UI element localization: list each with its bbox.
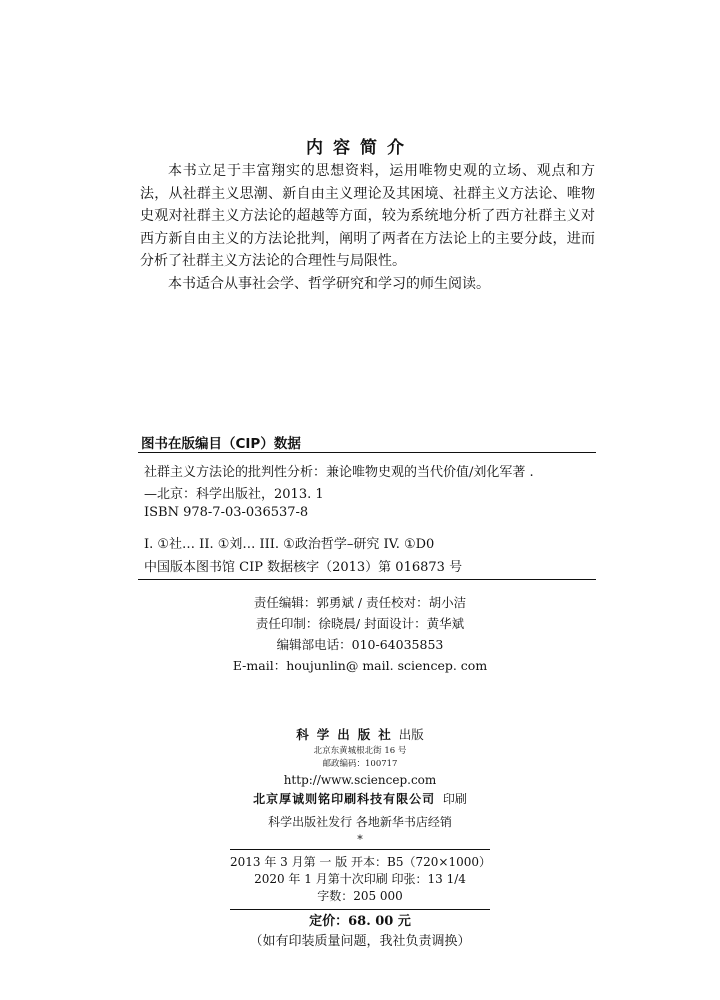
cip-title: 图书在版编目（CIP）数据 xyxy=(141,436,301,452)
credits-block xyxy=(0,592,720,676)
publisher-address: 北京东黄城根北街 16 号 xyxy=(313,746,407,756)
publisher-line xyxy=(0,725,720,745)
publisher-suffix: 出版 xyxy=(398,727,424,742)
price-line: 定价：68. 00 元 xyxy=(309,914,411,929)
colophon-block xyxy=(0,725,720,952)
summary-body xyxy=(140,160,595,295)
cip-line-number: 中国版本图书馆 CIP 数据核字（2013）第 016873 号 xyxy=(144,560,463,575)
word-count-line: 字数：205 000 xyxy=(317,889,403,903)
credits-editors: 责任编辑：郭勇斌 / 责任校对：胡小洁 xyxy=(253,595,467,610)
cip-line-isbn: ISBN 978-7-03-036537-8 xyxy=(144,505,309,520)
star-separator: * xyxy=(357,833,363,846)
summary-paragraph-1: 本书立足于丰富翔实的思想资料，运用唯物史观的立场、观点和方法，从社群主义思潮、新自由主义理论及其困境、社群主义方法论、唯物史观对社群主义方法论的超越等方面，较为系统地分析了西方社群主义对西方新自由主义的方法论批判，阐明了两者在方法论上的主要分歧，进而分析了社群主义方法论的合理性与局限性。 xyxy=(140,163,595,269)
printer-name: 北京厚诚则铭印刷科技有限公司 xyxy=(253,792,436,806)
cip-line-title: 社群主义方法论的批判性分析：兼论唯物史观的当代价值/刘化军著 . xyxy=(144,465,534,480)
credits-phone: 编辑部电话：010-64035853 xyxy=(276,637,444,652)
credits-email: E-mail：houjunlin@ mail. sciencep. com xyxy=(232,658,488,673)
edition-line: 2013 年 3 月第 一 版 开本：B5（720×1000） xyxy=(230,855,492,869)
summary-paragraph-2: 本书适合从事社会学、哲学研究和学习的师生阅读。 xyxy=(168,275,490,292)
summary-title: 内容简介 xyxy=(306,138,414,158)
publisher-postcode: 邮政编码：100717 xyxy=(322,759,398,769)
quality-notice: （如有印装质量问题，我社负责调换） xyxy=(249,934,471,949)
printing-line: 2020 年 1 月第十次印刷 印张：13 1/4 xyxy=(254,872,466,886)
cip-line-subjects: I. ①社… II. ①刘… III. ①政治哲学–研究 IV. ①D0 xyxy=(144,537,435,552)
printer-line xyxy=(0,789,720,809)
publisher-url: http://www.sciencep.com xyxy=(283,773,437,787)
credits-print-design: 责任印制：徐晓晨/ 封面设计：黄华斌 xyxy=(255,616,465,631)
distribution-line: 科学出版社发行 各地新华书店经销 xyxy=(268,815,452,829)
cip-line-publisher: —北京：科学出版社，2013. 1 xyxy=(144,487,324,502)
cip-data-box xyxy=(138,452,596,580)
edition-box xyxy=(230,849,490,910)
publisher-name: 科学出版社 xyxy=(296,727,399,742)
printer-suffix: 印刷 xyxy=(442,792,467,806)
